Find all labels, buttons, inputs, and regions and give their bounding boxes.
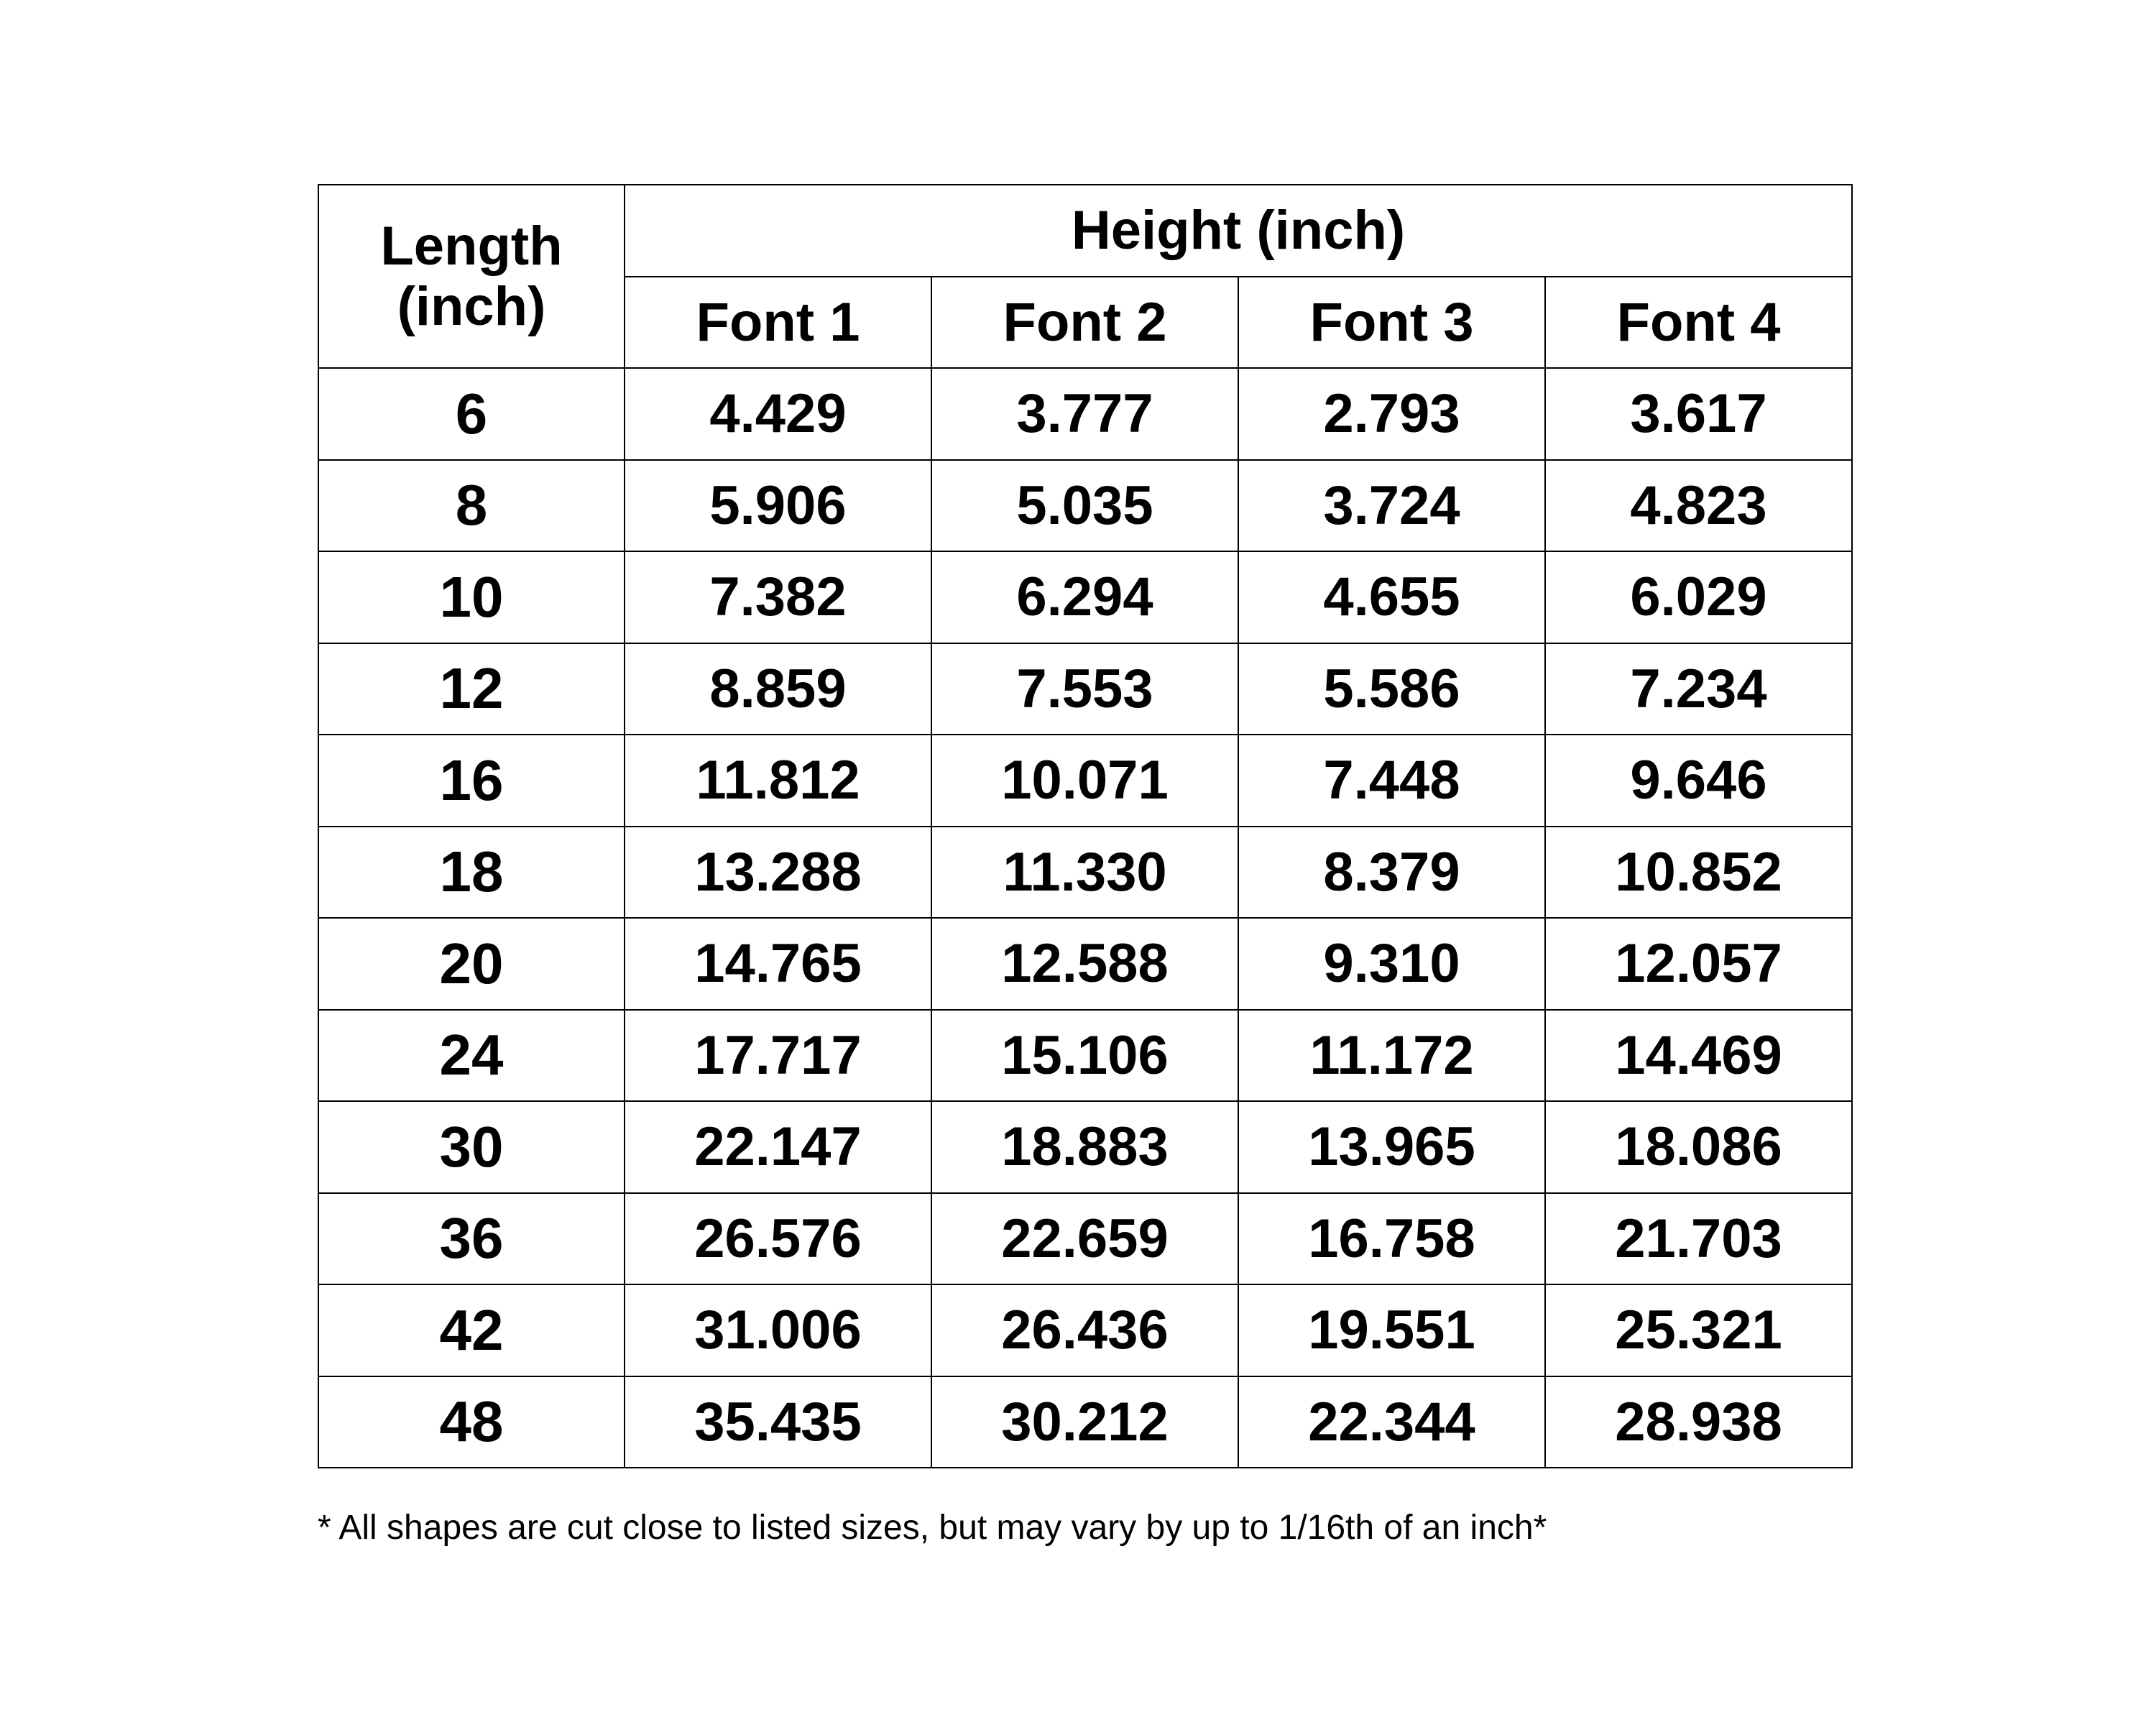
- height-cell-font-4: 25.321: [1545, 1284, 1852, 1376]
- font-1-header: Font 1: [625, 277, 931, 369]
- height-cell-font-3: 22.344: [1238, 1376, 1545, 1468]
- height-cell-font-2: 15.106: [931, 1010, 1238, 1102]
- table-body: [318, 368, 1852, 1468]
- length-cell: 18: [318, 827, 625, 919]
- table-row: [318, 1284, 1852, 1376]
- length-cell: 12: [318, 643, 625, 735]
- height-cell-font-1: 8.859: [625, 643, 931, 735]
- height-cell-font-2: 12.588: [931, 918, 1238, 1010]
- table-row: [318, 1376, 1852, 1468]
- font-3-header: Font 3: [1238, 277, 1545, 369]
- height-cell-font-1: 35.435: [625, 1376, 931, 1468]
- height-cell-font-1: 22.147: [625, 1101, 931, 1193]
- height-cell-font-4: 9.646: [1545, 735, 1852, 827]
- height-cell-font-4: 6.029: [1545, 551, 1852, 643]
- height-cell-font-1: 11.812: [625, 735, 931, 827]
- size-chart-table: [318, 184, 1853, 1468]
- height-cell-font-3: 16.758: [1238, 1193, 1545, 1285]
- height-cell-font-2: 30.212: [931, 1376, 1238, 1468]
- header-row-top: [318, 185, 1852, 277]
- height-cell-font-2: 22.659: [931, 1193, 1238, 1285]
- table-row: [318, 1193, 1852, 1285]
- height-cell-font-3: 11.172: [1238, 1010, 1545, 1102]
- height-cell-font-2: 11.330: [931, 827, 1238, 919]
- length-cell: 20: [318, 918, 625, 1010]
- table-row: [318, 643, 1852, 735]
- length-cell: 48: [318, 1376, 625, 1468]
- length-cell: 24: [318, 1010, 625, 1102]
- height-cell-font-2: 3.777: [931, 368, 1238, 460]
- length-cell: 42: [318, 1284, 625, 1376]
- height-cell-font-1: 26.576: [625, 1193, 931, 1285]
- length-header-line-1: Length: [380, 215, 563, 277]
- height-cell-font-4: 14.469: [1545, 1010, 1852, 1102]
- length-cell: 10: [318, 551, 625, 643]
- height-cell-font-4: 21.703: [1545, 1193, 1852, 1285]
- height-cell-font-4: 3.617: [1545, 368, 1852, 460]
- height-group-header: Height (inch): [625, 185, 1852, 277]
- height-cell-font-3: 5.586: [1238, 643, 1545, 735]
- height-cell-font-4: 28.938: [1545, 1376, 1852, 1468]
- length-cell: 30: [318, 1101, 625, 1193]
- table-row: [318, 1101, 1852, 1193]
- height-cell-font-1: 4.429: [625, 368, 931, 460]
- height-cell-font-1: 7.382: [625, 551, 931, 643]
- table-row: [318, 460, 1852, 552]
- height-cell-font-4: 4.823: [1545, 460, 1852, 552]
- height-cell-font-3: 9.310: [1238, 918, 1545, 1010]
- height-cell-font-1: 31.006: [625, 1284, 931, 1376]
- font-4-header: Font 4: [1545, 277, 1852, 369]
- length-cell: 8: [318, 460, 625, 552]
- height-cell-font-2: 10.071: [931, 735, 1238, 827]
- height-cell-font-1: 17.717: [625, 1010, 931, 1102]
- table-row: [318, 551, 1852, 643]
- length-cell: 16: [318, 735, 625, 827]
- height-cell-font-3: 19.551: [1238, 1284, 1545, 1376]
- height-cell-font-1: 5.906: [625, 460, 931, 552]
- footnote: * All shapes are cut close to listed sizes, but may vary by up to 1/16th of an inch*: [318, 1509, 1547, 1547]
- height-cell-font-1: 13.288: [625, 827, 931, 919]
- height-cell-font-4: 7.234: [1545, 643, 1852, 735]
- height-cell-font-3: 2.793: [1238, 368, 1545, 460]
- height-cell-font-2: 5.035: [931, 460, 1238, 552]
- length-cell: 6: [318, 368, 625, 460]
- height-cell-font-2: 6.294: [931, 551, 1238, 643]
- length-column-header: [318, 185, 625, 368]
- length-header-line-2: (inch): [397, 275, 546, 337]
- height-cell-font-3: 13.965: [1238, 1101, 1545, 1193]
- height-cell-font-3: 8.379: [1238, 827, 1545, 919]
- height-cell-font-2: 26.436: [931, 1284, 1238, 1376]
- table-row: [318, 368, 1852, 460]
- font-2-header: Font 2: [931, 277, 1238, 369]
- table-row: [318, 735, 1852, 827]
- table-row: [318, 918, 1852, 1010]
- height-cell-font-3: 4.655: [1238, 551, 1545, 643]
- height-cell-font-2: 18.883: [931, 1101, 1238, 1193]
- length-cell: 36: [318, 1193, 625, 1285]
- height-cell-font-2: 7.553: [931, 643, 1238, 735]
- height-cell-font-1: 14.765: [625, 918, 931, 1010]
- table-row: [318, 827, 1852, 919]
- table-row: [318, 1010, 1852, 1102]
- table-header: [318, 185, 1852, 368]
- height-cell-font-4: 18.086: [1545, 1101, 1852, 1193]
- height-cell-font-4: 10.852: [1545, 827, 1852, 919]
- height-cell-font-3: 3.724: [1238, 460, 1545, 552]
- height-cell-font-3: 7.448: [1238, 735, 1545, 827]
- height-cell-font-4: 12.057: [1545, 918, 1852, 1010]
